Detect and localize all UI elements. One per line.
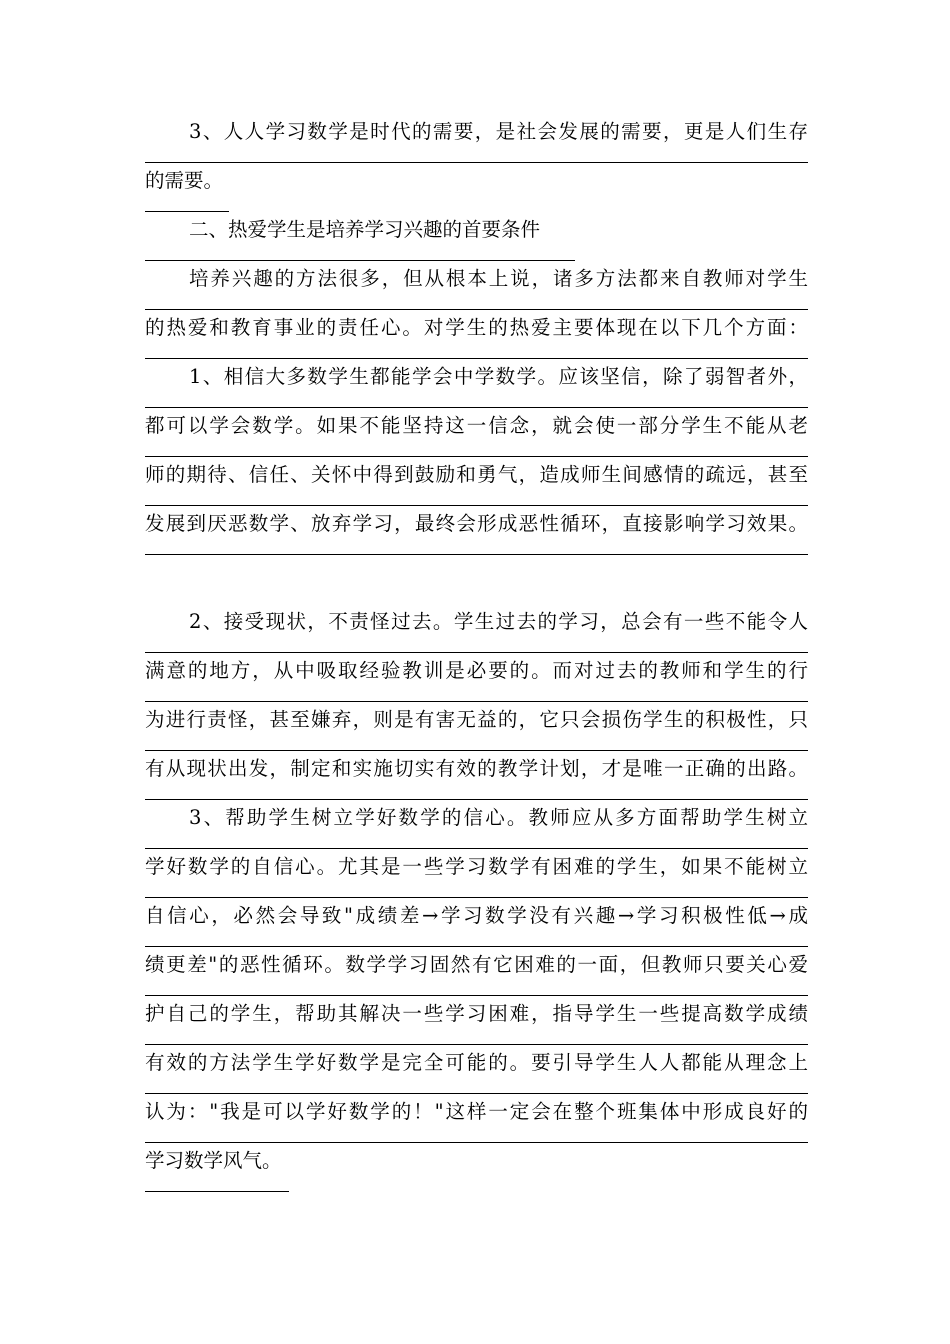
text-line-21: 学习数学风气。 bbox=[145, 1143, 289, 1192]
text-line-7: 都可以学会数学。如果不能坚持这一信念，就会使一部分学生不能从老 bbox=[145, 408, 808, 457]
text-line-4: 培养兴趣的方法很多，但从根本上说，诸多方法都来自教师对学生 bbox=[145, 261, 808, 310]
text-line-8: 师的期待、信任、关怀中得到鼓励和勇气，造成师生间感情的疏远，甚至 bbox=[145, 457, 808, 506]
section-heading: 二、热爱学生是培养学习兴趣的首要条件 bbox=[145, 212, 575, 261]
text-line-11: 满意的地方，从中吸取经验教训是必要的。而对过去的教师和学生的行 bbox=[145, 653, 808, 702]
text-line-18: 护自己的学生，帮助其解决一些学习困难，指导学生一些提高数学成绩 bbox=[145, 996, 808, 1045]
text-line-2: 的需要。 bbox=[145, 163, 229, 212]
text-line-15: 学好数学的自信心。尤其是一些学习数学有困难的学生，如果不能树立 bbox=[145, 849, 808, 898]
text-line-10: 2、接受现状，不责怪过去。学生过去的学习，总会有一些不能令人 bbox=[145, 604, 808, 653]
text-line-9: 发展到厌恶数学、放弃学习，最终会形成恶性循环，直接影响学习效果。 bbox=[145, 506, 808, 555]
text-line-1: 3、人人学习数学是时代的需要，是社会发展的需要，更是人们生存 bbox=[145, 114, 808, 163]
text-line-6: 1、相信大多数学生都能学会中学数学。应该坚信，除了弱智者外， bbox=[145, 359, 808, 408]
text-line-12: 为进行责怪，甚至嫌弃，则是有害无益的，它只会损伤学生的积极性，只 bbox=[145, 702, 808, 751]
text-line-5: 的热爱和教育事业的责任心。对学生的热爱主要体现在以下几个方面： bbox=[145, 310, 808, 359]
text-line-13: 有从现状出发，制定和实施切实有效的教学计划，才是唯一正确的出路。 bbox=[145, 751, 808, 800]
text-line-14: 3、帮助学生树立学好数学的信心。教师应从多方面帮助学生树立 bbox=[145, 800, 808, 849]
text-line-16: 自信心，必然会导致"成绩差→学习数学没有兴趣→学习积极性低→成 bbox=[145, 898, 808, 947]
text-line-19: 有效的方法学生学好数学是完全可能的。要引导学生人人都能从理念上 bbox=[145, 1045, 808, 1094]
text-line-20: 认为："我是可以学好数学的！"这样一定会在整个班集体中形成良好的 bbox=[145, 1094, 808, 1143]
text-line-17: 绩更差"的恶性循环。数学学习固然有它困难的一面，但教师只要关心爱 bbox=[145, 947, 808, 996]
